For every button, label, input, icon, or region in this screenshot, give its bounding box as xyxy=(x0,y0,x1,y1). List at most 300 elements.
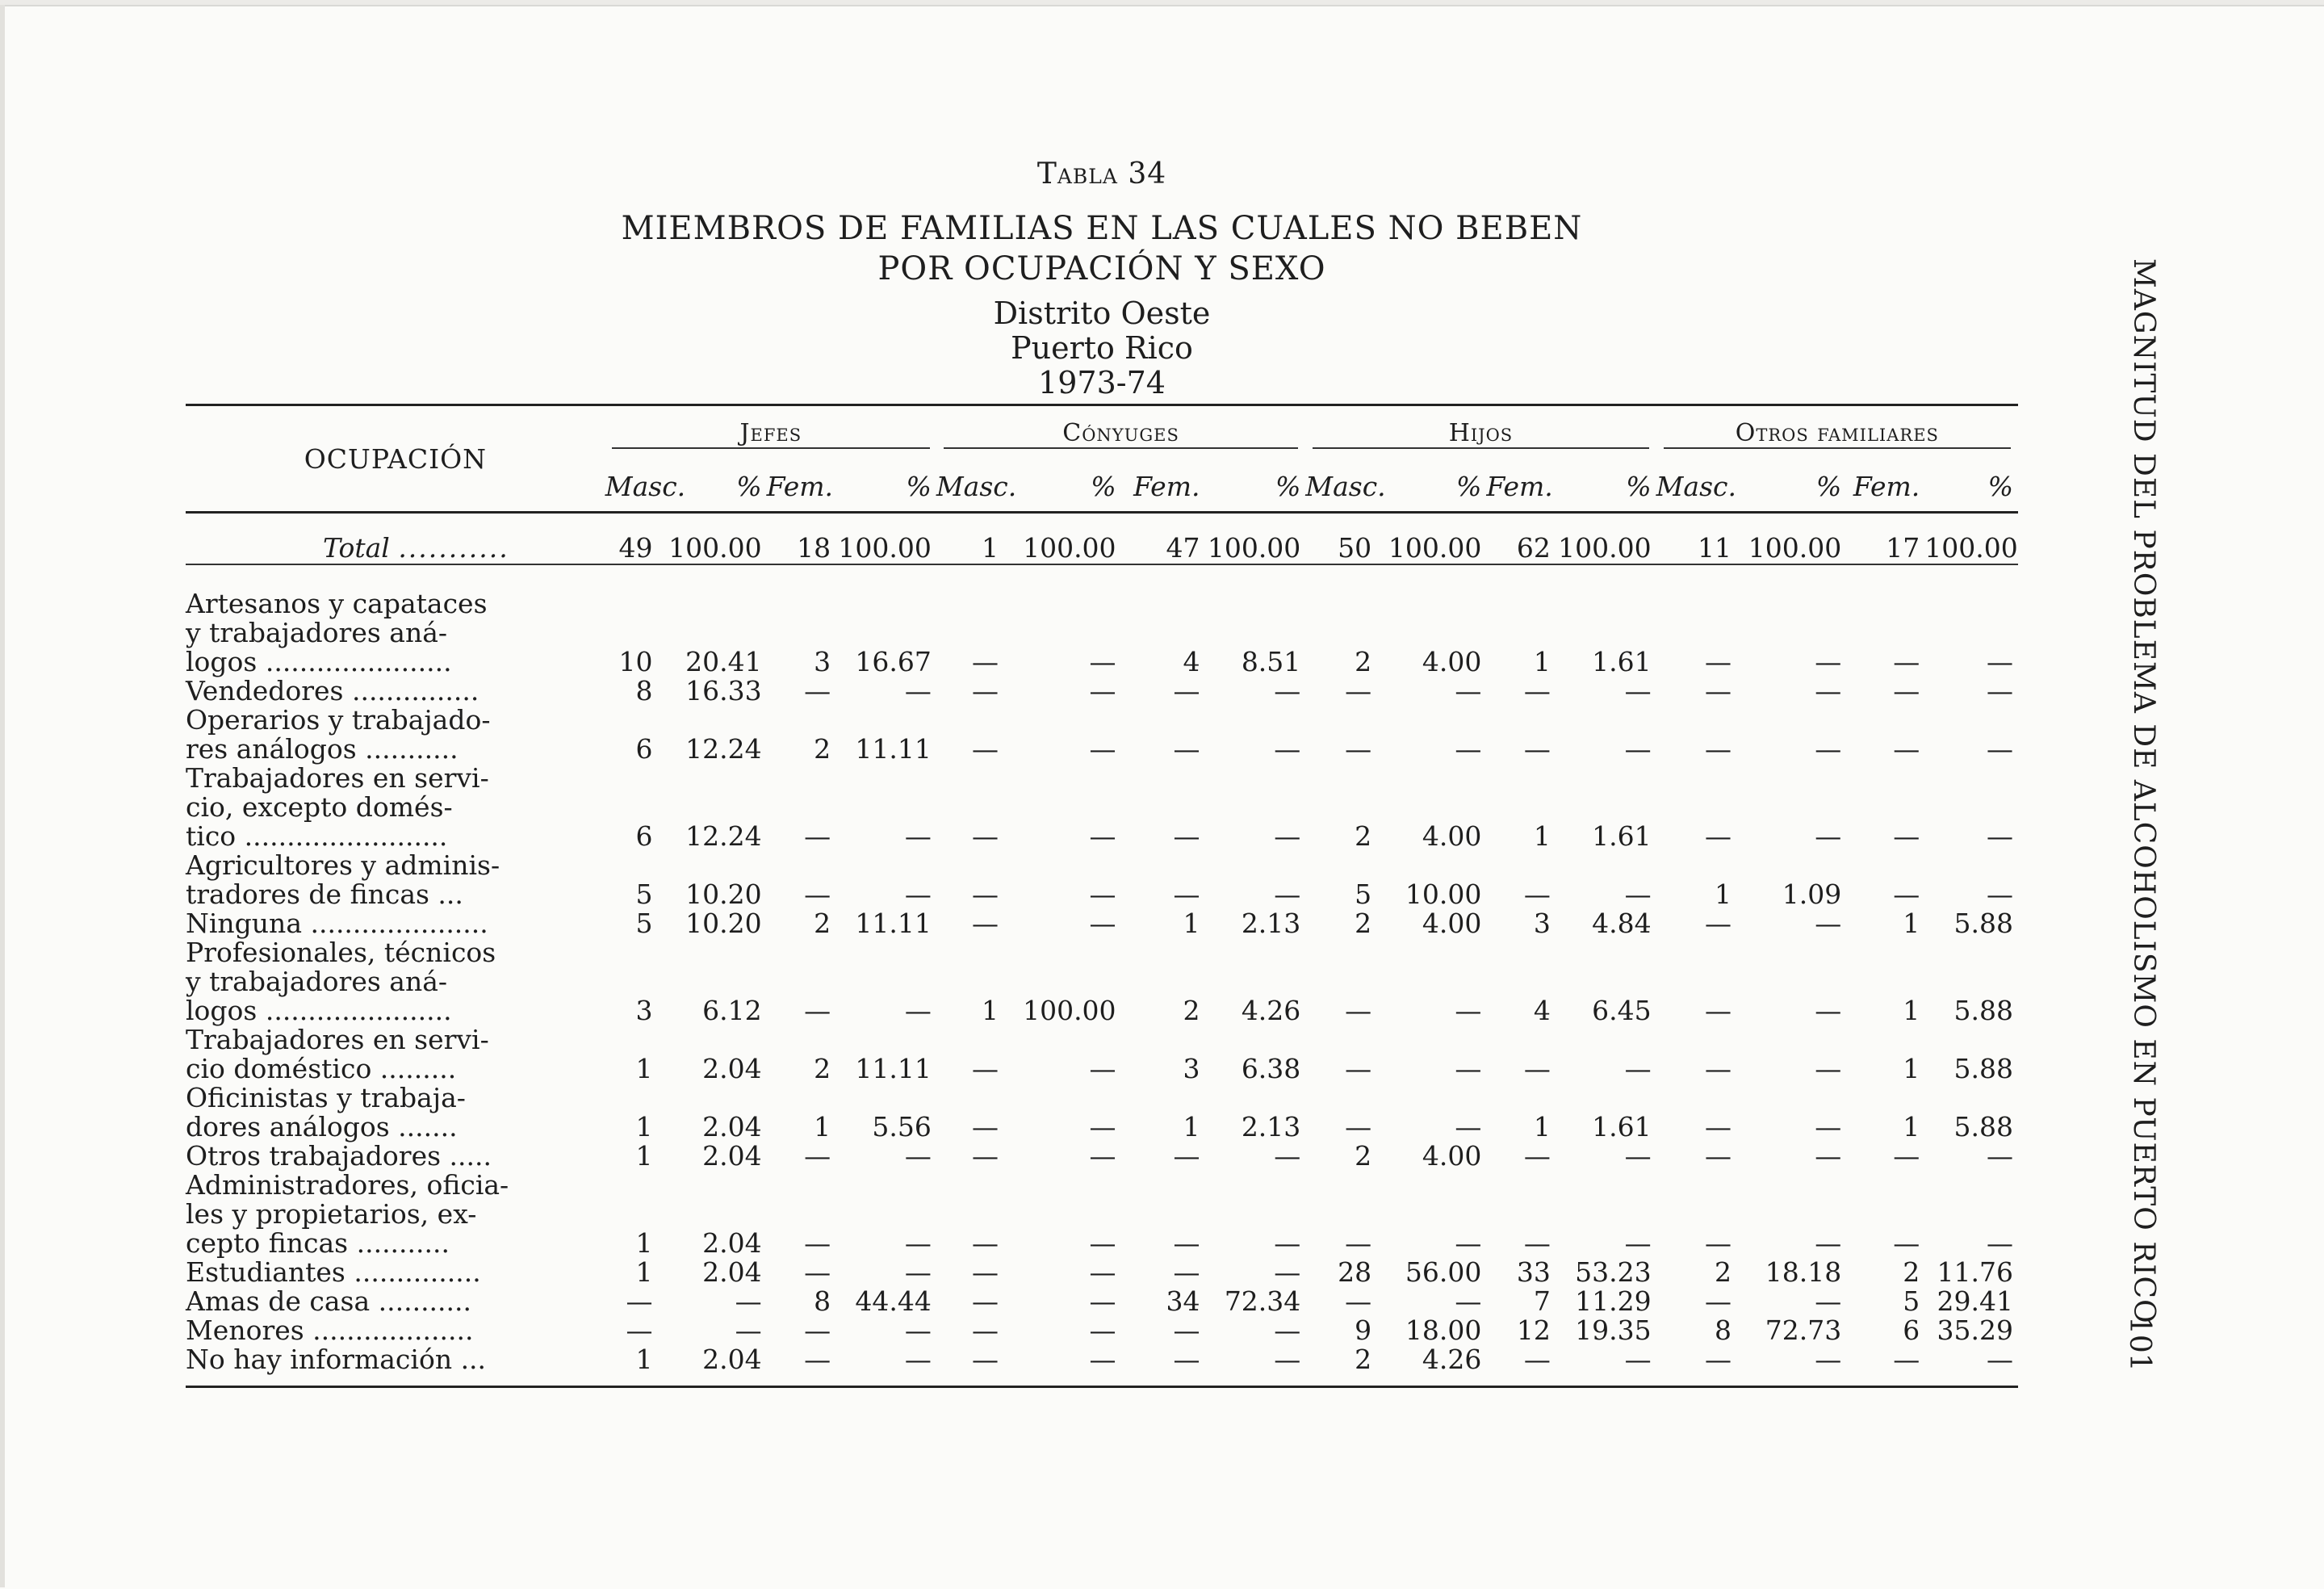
cell: — xyxy=(1455,995,1482,1026)
row-label xyxy=(186,589,605,677)
cell: 2 xyxy=(814,908,831,939)
subheader-5: % xyxy=(1091,470,1116,502)
cell: 3 xyxy=(1183,1053,1200,1084)
cell: 2.04 xyxy=(702,1344,762,1375)
data-table xyxy=(186,404,2018,1388)
place: Puerto Rico xyxy=(1011,330,1193,366)
cell: 1 xyxy=(635,1256,653,1288)
row-label xyxy=(186,1316,605,1345)
cell: — xyxy=(904,1256,932,1288)
cell: — xyxy=(1987,646,2013,677)
subheader-13: % xyxy=(1815,470,1842,502)
cell: — xyxy=(904,1314,932,1346)
cell: — xyxy=(904,1140,932,1172)
cell: — xyxy=(1624,1053,1652,1084)
total-cell-6: 47 xyxy=(1121,513,1205,565)
cell: — xyxy=(1089,820,1116,852)
cell: 1 xyxy=(635,1111,653,1142)
cell: 4.26 xyxy=(1241,995,1301,1026)
cell: — xyxy=(1815,1053,1842,1084)
cell: — xyxy=(1274,675,1301,706)
cell: 16.67 xyxy=(855,646,932,677)
row-label-line: Artesanos y capataces xyxy=(186,588,488,619)
cell: — xyxy=(904,820,932,852)
cell: — xyxy=(1987,878,2013,910)
title-line-1: MIEMBROS DE FAMILIAS EN LAS CUALES NO BEBEN xyxy=(621,210,1583,247)
cell: 2.13 xyxy=(1241,1111,1301,1142)
cell: 12.24 xyxy=(685,820,762,852)
table-row xyxy=(186,1084,2018,1142)
cell: 1 xyxy=(1533,1111,1551,1142)
cell: — xyxy=(735,1285,762,1317)
cell: — xyxy=(972,1344,999,1375)
cell: — xyxy=(1089,1256,1116,1288)
cell: — xyxy=(804,1140,831,1172)
cell: — xyxy=(1624,733,1652,765)
row-label-line: logos ...................... xyxy=(186,646,452,677)
row-label-line: cepto fincas ........... xyxy=(186,1227,450,1259)
table-row xyxy=(186,706,2018,764)
row-label-line: Profesionales, técnicos xyxy=(186,937,496,968)
cell: — xyxy=(1274,1140,1301,1172)
cell: — xyxy=(1624,1140,1652,1172)
cell: — xyxy=(972,1256,999,1288)
cell: — xyxy=(1274,1227,1301,1259)
total-cell-0: 49 xyxy=(605,513,658,565)
cell: — xyxy=(1455,1111,1482,1142)
cell: — xyxy=(1704,820,1731,852)
cell: 4.00 xyxy=(1422,646,1482,677)
cell: — xyxy=(1523,1053,1551,1084)
cell: 8 xyxy=(814,1285,831,1317)
cell: 1 xyxy=(1903,908,1920,939)
total-cell-8: 50 xyxy=(1305,513,1376,565)
cell: 10.20 xyxy=(685,878,762,910)
cell: — xyxy=(1173,820,1200,852)
cell: — xyxy=(1893,1227,1920,1259)
cell: 2 xyxy=(1355,1344,1372,1375)
cell: — xyxy=(1815,1344,1842,1375)
cell: — xyxy=(1274,733,1301,765)
cell: — xyxy=(972,908,999,939)
table-row xyxy=(186,1171,2018,1258)
scan-edge xyxy=(0,5,5,1587)
cell: 1.09 xyxy=(1782,878,1842,910)
cell: — xyxy=(1089,675,1116,706)
cell: 35.29 xyxy=(1937,1314,2013,1346)
cell: 100.00 xyxy=(1023,995,1116,1026)
cell: — xyxy=(1704,995,1731,1026)
subheader-4: Masc. xyxy=(936,470,1017,502)
cell: — xyxy=(1173,675,1200,706)
row-label-line: tico ........................ xyxy=(186,820,448,852)
total-cell-14: 17 xyxy=(1846,513,1924,565)
cell: — xyxy=(1815,1140,1842,1172)
cell: — xyxy=(972,646,999,677)
cell: 2 xyxy=(814,1053,831,1084)
cell: 5.88 xyxy=(1953,995,2013,1026)
cell: 20.41 xyxy=(685,646,762,677)
cell: — xyxy=(1893,1344,1920,1375)
cell: — xyxy=(1815,995,1842,1026)
cell: — xyxy=(1523,878,1551,910)
cell: 4.00 xyxy=(1422,908,1482,939)
cell: — xyxy=(1089,1285,1116,1317)
cell: — xyxy=(1704,733,1731,765)
total-cell-3: 100.00 xyxy=(835,513,936,565)
cell: — xyxy=(1345,733,1372,765)
cell: 16.33 xyxy=(685,675,762,706)
cell: — xyxy=(972,1227,999,1259)
row-label-line: Menores ................... xyxy=(186,1314,474,1346)
row-label xyxy=(186,1287,605,1316)
cell: 6 xyxy=(635,733,653,765)
total-cell-11: 100.00 xyxy=(1556,513,1656,565)
table-row xyxy=(186,764,2018,851)
row-label xyxy=(186,764,605,851)
row-label-line: Oficinistas y trabaja- xyxy=(186,1082,466,1113)
row-label-line: tradores de fincas ... xyxy=(186,878,463,910)
row-label-line: Vendedores ............... xyxy=(186,675,479,706)
total-cell-7: 100.00 xyxy=(1205,513,1306,565)
cell: — xyxy=(1455,675,1482,706)
row-label-line: y trabajadores aná- xyxy=(186,966,448,997)
cell: — xyxy=(1704,1111,1731,1142)
group-header-conyuges: Cónyuges xyxy=(936,405,1305,462)
cell: 8.51 xyxy=(1241,646,1301,677)
row-label-line: les y propietarios, ex- xyxy=(186,1198,477,1230)
cell: — xyxy=(1893,820,1920,852)
cell: 2.13 xyxy=(1241,908,1301,939)
cell: — xyxy=(804,1256,831,1288)
cell: 2 xyxy=(814,733,831,765)
cell: 1 xyxy=(1903,995,1920,1026)
group-header-jefes: Jefes xyxy=(605,405,936,462)
cell: — xyxy=(1624,1227,1652,1259)
title-line-2: POR OCUPACIÓN Y SEXO xyxy=(877,250,1326,287)
row-label-line: res análogos ........... xyxy=(186,733,459,765)
row-label-line: Operarios y trabajado- xyxy=(186,704,491,736)
row-label-line: logos ...................... xyxy=(186,995,452,1026)
table-row xyxy=(186,589,2018,677)
cell: 1 xyxy=(982,995,999,1026)
cell: — xyxy=(1815,733,1842,765)
cell: — xyxy=(1815,820,1842,852)
cell: 29.41 xyxy=(1937,1285,2013,1317)
subheader-7: % xyxy=(1275,470,1301,502)
row-label xyxy=(186,1345,605,1374)
total-cell-15: 100.00 xyxy=(1924,513,2018,565)
cell: — xyxy=(1274,878,1301,910)
cell: 11.29 xyxy=(1575,1285,1652,1317)
cell: — xyxy=(804,1344,831,1375)
cell: — xyxy=(1815,1111,1842,1142)
cell: — xyxy=(1345,1285,1372,1317)
row-label xyxy=(186,1142,605,1171)
cell: 2 xyxy=(1355,820,1372,852)
row-label-line: cio, excepto domés- xyxy=(186,791,453,823)
cell: 6 xyxy=(1903,1314,1920,1346)
cell: — xyxy=(1173,878,1200,910)
row-label-line: Amas de casa ........... xyxy=(186,1285,472,1317)
cell: — xyxy=(1987,733,2013,765)
cell: — xyxy=(1455,733,1482,765)
cell: 1.61 xyxy=(1592,646,1652,677)
row-label xyxy=(186,677,605,706)
cell: — xyxy=(1704,646,1731,677)
cell: — xyxy=(1523,733,1551,765)
cell: 12.24 xyxy=(685,733,762,765)
cell: — xyxy=(1345,995,1372,1026)
row-label xyxy=(186,1025,605,1084)
cell: — xyxy=(804,1227,831,1259)
cell: — xyxy=(1815,1227,1842,1259)
row-label xyxy=(186,851,605,909)
cell: — xyxy=(1987,1140,2013,1172)
cell: 11.11 xyxy=(855,733,932,765)
cell: 4.84 xyxy=(1592,908,1652,939)
subheader-15: % xyxy=(1987,470,2013,502)
cell: 3 xyxy=(814,646,831,677)
row-label xyxy=(186,706,605,764)
table-row xyxy=(186,1287,2018,1316)
cell: 34 xyxy=(1166,1285,1200,1317)
table-row xyxy=(186,938,2018,1025)
cell: — xyxy=(1815,908,1842,939)
table-number: Tabla 34 xyxy=(1036,157,1167,191)
cell: — xyxy=(1704,1140,1731,1172)
cell: 4 xyxy=(1533,995,1551,1026)
total-label: Total ........... xyxy=(186,513,605,565)
cell: — xyxy=(1987,820,2013,852)
cell: 1.61 xyxy=(1592,1111,1652,1142)
cell: — xyxy=(804,675,831,706)
cell: 72.73 xyxy=(1765,1314,1842,1346)
cell: — xyxy=(972,1285,999,1317)
total-cell-10: 62 xyxy=(1486,513,1555,565)
years: 1973-74 xyxy=(1038,365,1166,400)
cell: — xyxy=(1089,908,1116,939)
cell: 6.45 xyxy=(1592,995,1652,1026)
cell: — xyxy=(1455,1053,1482,1084)
cell: 5 xyxy=(635,878,653,910)
cell: 2.04 xyxy=(702,1227,762,1259)
row-label-line: Trabajadores en servi- xyxy=(186,1024,489,1055)
cell: 5 xyxy=(1355,878,1372,910)
row-label-line: Ninguna ..................... xyxy=(186,908,488,939)
subheader-1: % xyxy=(736,470,762,502)
cell: 12 xyxy=(1516,1314,1551,1346)
cell: — xyxy=(1089,1053,1116,1084)
running-title: MAGNITUD DEL PROBLEMA DE ALCOHOLISMO EN PUERTO RICO xyxy=(2127,258,2160,1324)
cell: 4 xyxy=(1183,646,1200,677)
subheader-8: Masc. xyxy=(1305,470,1386,502)
cell: — xyxy=(972,1111,999,1142)
cell: — xyxy=(1987,675,2013,706)
row-label-line: Trabajadores en servi- xyxy=(186,762,489,794)
table-title xyxy=(186,208,2018,289)
cell: — xyxy=(1173,1227,1200,1259)
row-label-line: Estudiantes ............... xyxy=(186,1256,481,1288)
cell: — xyxy=(1987,1227,2013,1259)
cell: 6.12 xyxy=(702,995,762,1026)
cell: 1 xyxy=(1533,820,1551,852)
cell: — xyxy=(1274,1256,1301,1288)
cell: — xyxy=(904,1344,932,1375)
cell: — xyxy=(1704,1344,1731,1375)
subheader-10: Fem. xyxy=(1486,470,1553,502)
cell: — xyxy=(1704,1053,1731,1084)
row-label xyxy=(186,1258,605,1287)
total-cell-13: 100.00 xyxy=(1736,513,1846,565)
table-row xyxy=(186,1142,2018,1171)
cell: — xyxy=(1704,1227,1731,1259)
cell: — xyxy=(972,675,999,706)
cell: — xyxy=(1173,1256,1200,1288)
subheader-14: Fem. xyxy=(1853,470,1920,502)
cell: 1 xyxy=(1533,646,1551,677)
cell: — xyxy=(1523,1344,1551,1375)
cell: — xyxy=(1624,1344,1652,1375)
occupation-header: OCUPACIÓN xyxy=(186,405,605,513)
cell: 10.00 xyxy=(1405,878,1482,910)
cell: — xyxy=(972,1053,999,1084)
subheader-3: % xyxy=(906,470,932,502)
table-row xyxy=(186,909,2018,938)
cell: — xyxy=(1704,908,1731,939)
cell: — xyxy=(904,675,932,706)
cell: 2.04 xyxy=(702,1111,762,1142)
cell: — xyxy=(1345,1227,1372,1259)
cell: 2.04 xyxy=(702,1256,762,1288)
cell: — xyxy=(1624,878,1652,910)
cell: 3 xyxy=(1533,908,1551,939)
cell: 72.34 xyxy=(1224,1285,1301,1317)
cell: 1 xyxy=(1903,1111,1920,1142)
cell: — xyxy=(1893,675,1920,706)
cell: — xyxy=(1089,1227,1116,1259)
cell: — xyxy=(1089,646,1116,677)
table-row xyxy=(186,851,2018,909)
cell: 1 xyxy=(814,1111,831,1142)
cell: — xyxy=(626,1314,653,1346)
cell: 5 xyxy=(1903,1285,1920,1317)
table-row xyxy=(186,677,2018,706)
cell: 5.88 xyxy=(1953,1111,2013,1142)
cell: — xyxy=(1089,1344,1116,1375)
cell: — xyxy=(1523,675,1551,706)
cell: — xyxy=(972,878,999,910)
cell: 1.61 xyxy=(1592,820,1652,852)
cell: 11.11 xyxy=(855,908,932,939)
cell: — xyxy=(1523,1140,1551,1172)
row-label xyxy=(186,1171,605,1258)
cell: 10 xyxy=(618,646,653,677)
row-label-line: Otros trabajadores ..... xyxy=(186,1140,492,1172)
row-label xyxy=(186,938,605,1025)
cell: 3 xyxy=(635,995,653,1026)
cell: — xyxy=(1455,1227,1482,1259)
subheader-6: Fem. xyxy=(1133,470,1200,502)
table-row xyxy=(186,1316,2018,1345)
cell: 4.00 xyxy=(1422,1140,1482,1172)
subheader-2: Fem. xyxy=(766,470,834,502)
cell: 19.35 xyxy=(1575,1314,1652,1346)
cell: 53.23 xyxy=(1575,1256,1652,1288)
row-label-line: y trabajadores aná- xyxy=(186,617,448,648)
cell: 56.00 xyxy=(1405,1256,1482,1288)
cell: 1 xyxy=(1183,1111,1200,1142)
cell: — xyxy=(904,878,932,910)
cell: — xyxy=(735,1314,762,1346)
cell: — xyxy=(972,1314,999,1346)
cell: 8 xyxy=(635,675,653,706)
cell: — xyxy=(1815,646,1842,677)
cell: — xyxy=(1704,675,1731,706)
total-cell-5: 100.00 xyxy=(1003,513,1121,565)
cell: 18.18 xyxy=(1765,1256,1842,1288)
row-label-line: Agricultores y adminis- xyxy=(186,849,500,881)
row-label-line: dores análogos ....... xyxy=(186,1111,458,1142)
cell: — xyxy=(804,878,831,910)
group-header-hijos: Hijos xyxy=(1305,405,1656,462)
cell: 4.26 xyxy=(1422,1344,1482,1375)
cell: 11.11 xyxy=(855,1053,932,1084)
cell: — xyxy=(1893,878,1920,910)
cell: — xyxy=(1089,1314,1116,1346)
cell: — xyxy=(1345,1111,1372,1142)
subheader-9: % xyxy=(1456,470,1482,502)
cell: 6.38 xyxy=(1241,1053,1301,1084)
cell: — xyxy=(1089,733,1116,765)
cell: 11.76 xyxy=(1937,1256,2013,1288)
table-row xyxy=(186,1258,2018,1287)
cell: — xyxy=(1274,820,1301,852)
cell: 5 xyxy=(635,908,653,939)
cell: — xyxy=(904,1227,932,1259)
cell: — xyxy=(1089,878,1116,910)
total-cell-12: 11 xyxy=(1656,513,1736,565)
cell: — xyxy=(1274,1314,1301,1346)
cell: 18.00 xyxy=(1405,1314,1482,1346)
row-label xyxy=(186,1084,605,1142)
cell: — xyxy=(1704,1285,1731,1317)
cell: 2 xyxy=(1903,1256,1920,1288)
row-label-line: No hay información ... xyxy=(186,1344,487,1375)
row-label-line: cio doméstico ......... xyxy=(186,1053,457,1084)
total-cell-4: 1 xyxy=(936,513,1003,565)
cell: 5.56 xyxy=(872,1111,932,1142)
table-row xyxy=(186,1345,2018,1374)
cell: 44.44 xyxy=(855,1285,932,1317)
table-row xyxy=(186,1025,2018,1084)
cell: 8 xyxy=(1714,1314,1731,1346)
cell: — xyxy=(972,820,999,852)
page-number: 101 xyxy=(2123,1316,2156,1372)
cell: — xyxy=(626,1285,653,1317)
cell: — xyxy=(1455,1285,1482,1317)
cell: — xyxy=(1815,1285,1842,1317)
subheader-12: Masc. xyxy=(1656,470,1737,502)
cell: 2 xyxy=(1714,1256,1731,1288)
cell: — xyxy=(804,995,831,1026)
row-label xyxy=(186,909,605,938)
total-cell-2: 18 xyxy=(767,513,835,565)
cell: — xyxy=(1173,1314,1200,1346)
cell: — xyxy=(1173,733,1200,765)
cell: — xyxy=(1893,646,1920,677)
cell: — xyxy=(972,733,999,765)
